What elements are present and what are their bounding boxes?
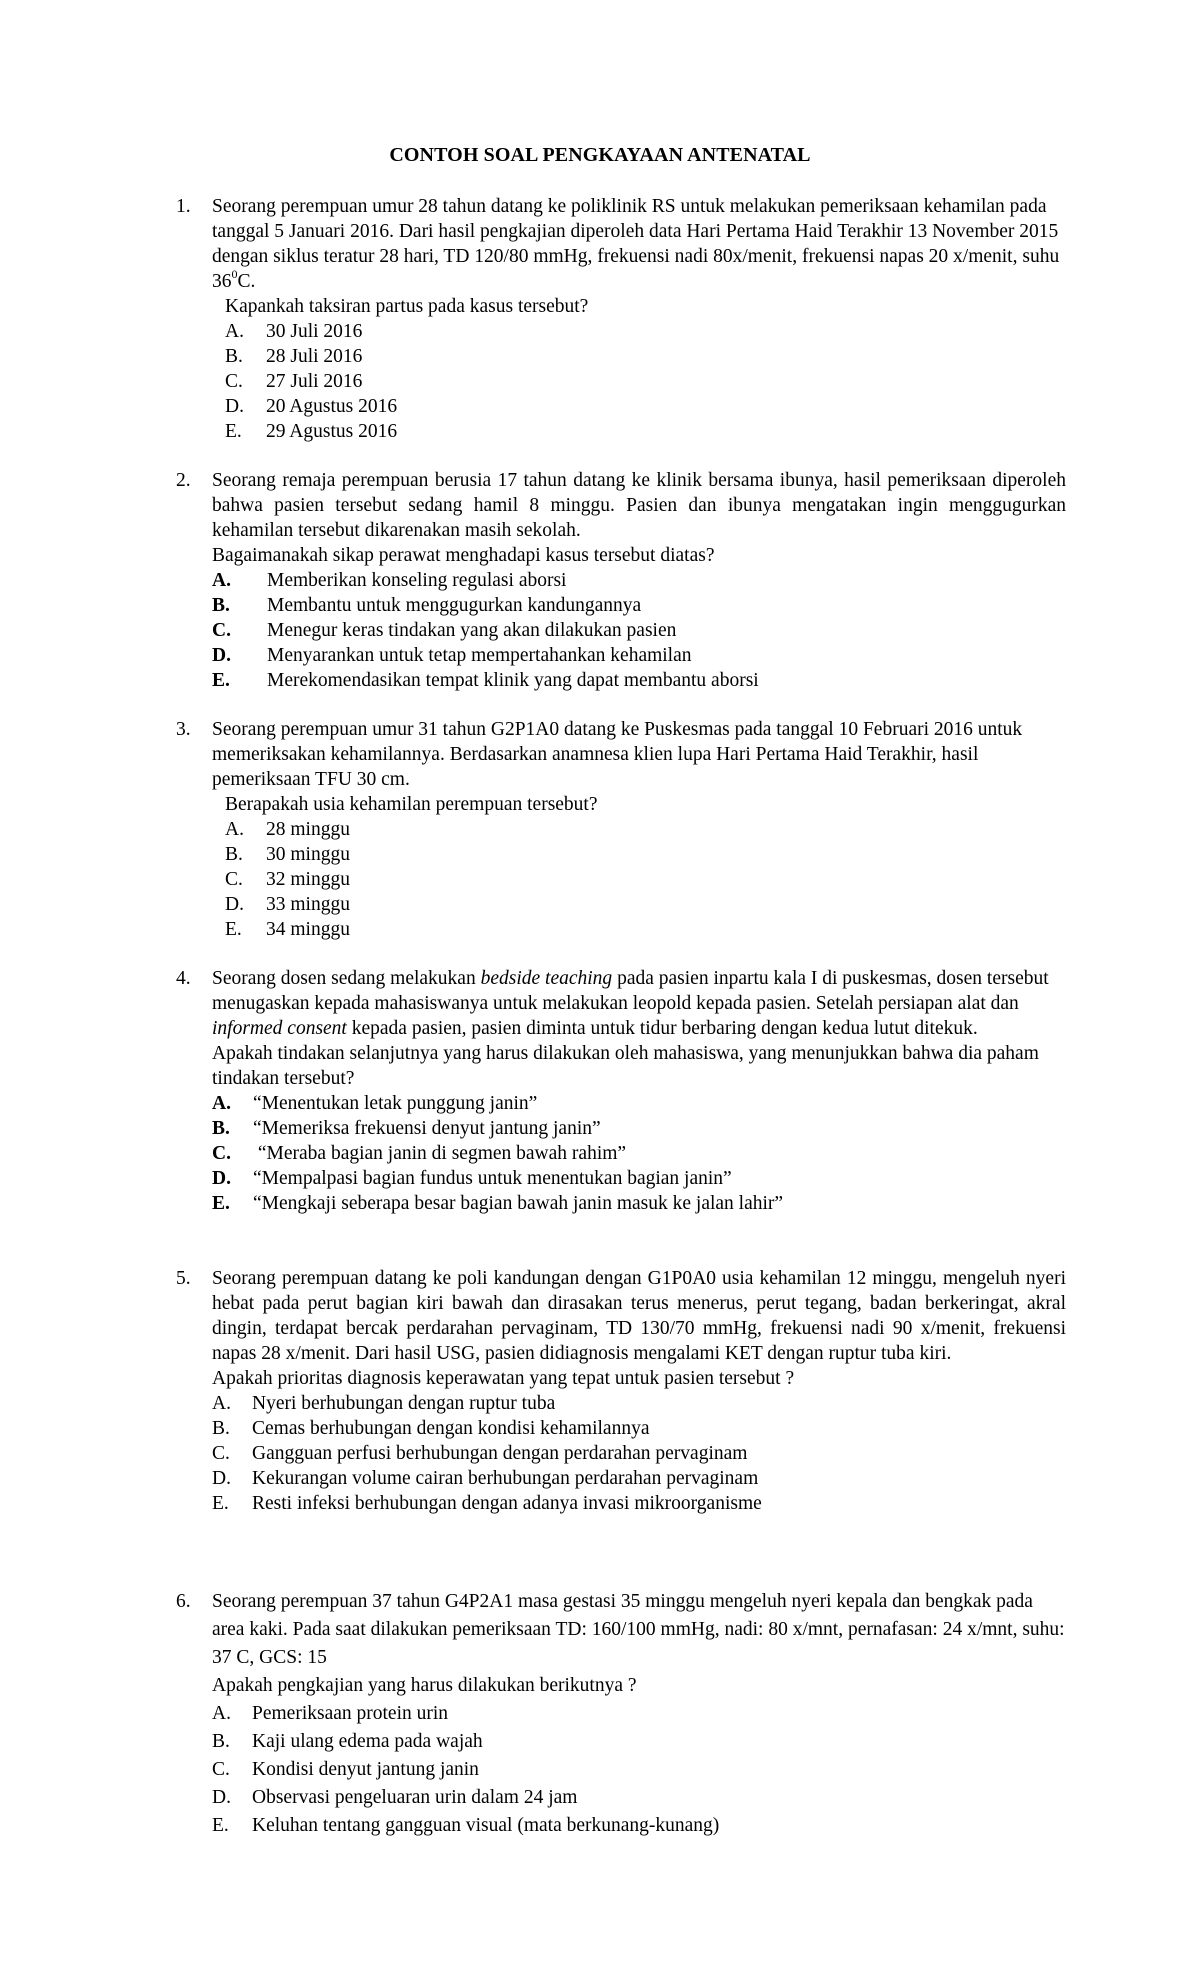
answer-option-b[interactable]: B. Membantu untuk menggugurkan kandungannya [212,595,642,616]
question-1 [176,194,1066,444]
question-2 [176,468,1066,693]
answer-option-d[interactable]: D. Kekurangan volume cairan berhubungan perdarahan pervaginam [212,1468,759,1489]
answer-option-b[interactable]: B. 28 Juli 2016 [225,346,363,367]
document-title: CONTOH SOAL PENGKAYAAN ANTENATAL [389,144,811,166]
answer-option-a[interactable]: A. “Menentukan letak punggung janin” [212,1093,538,1114]
answer-option-c[interactable]: C. 32 minggu [225,869,350,890]
answer-option-c[interactable]: C. Kondisi denyut jantung janin [212,1759,479,1780]
question-number: 3. [176,719,191,740]
question-prompt: Apakah prioritas diagnosis keperawatan yang tepat untuk pasien tersebut ? [212,1368,795,1389]
answer-option-a[interactable]: A. Pemeriksaan protein urin [212,1703,449,1724]
question-prompt: Kapankah taksiran partus pada kasus tersebut? [225,296,589,317]
answer-options [212,817,1066,942]
answer-option-b[interactable]: B. “Memeriksa frekuensi denyut jantung janin” [212,1118,601,1139]
question-stem: Seorang perempuan datang ke poli kandungan dengan G1P0A0 usia kehamilan 12 minggu, mengeluh nyeri hebat pada perut bagian kiri bawah dan dirasakan terus menerus, perut tegang, badan berkeringat, akral dingin, terdapat bercak perdarahan pervaginam, TD 130/70 mmHg, frekuensi nadi 90 x/menit, frekuensi napas 28 x/menit. Dari hasil USG, pasien didiagnosis mengalami KET dengan ruptur tuba kiri. [212,1268,1066,1364]
answer-option-a[interactable]: A. 28 minggu [225,819,350,840]
answer-option-e[interactable]: E. 34 minggu [225,919,350,940]
answer-option-a[interactable]: A. 30 Juli 2016 [225,321,363,342]
answer-option-c[interactable]: C. “Meraba bagian janin di segmen bawah rahim” [212,1143,627,1164]
answer-option-e[interactable]: E. Resti infeksi berhubungan dengan adanya invasi mikroorganisme [212,1493,762,1514]
answer-option-c[interactable]: C. Gangguan perfusi berhubungan dengan perdarahan pervaginam [212,1443,748,1464]
answer-option-d[interactable]: D. 20 Agustus 2016 [225,396,398,417]
answer-option-a[interactable]: A. Memberikan konseling regulasi aborsi [212,570,567,591]
question-prompt: Apakah pengkajian yang harus dilakukan berikutnya ? [212,1675,637,1696]
question-stem: Seorang remaja perempuan berusia 17 tahun datang ke klinik bersama ibunya, hasil pemeriksaan diperoleh bahwa pasien tersebut sedang hamil 8 minggu. Pasien dan ibunya mengatakan ingin menggugurkan kehamilan tersebut dikarenakan masih sekolah. [212,470,1066,541]
answer-option-a[interactable]: A. Nyeri berhubungan dengan ruptur tuba [212,1393,556,1414]
answer-options [212,1391,1066,1516]
question-number: 4. [176,968,191,989]
answer-option-c[interactable]: C. Menegur keras tindakan yang akan dilakukan pasien [212,620,677,641]
question-stem: Seorang perempuan umur 31 tahun G2P1A0 datang ke Puskesmas pada tanggal 10 Februari 2016 untuk memeriksakan kehamilannya. Berdasarkan anamnesa klien lupa Hari Pertama Haid Terakhir, hasil pemeriksaan TFU 30 cm. [212,719,1023,790]
answer-option-b[interactable]: B. Cemas berhubungan dengan kondisi kehamilannya [212,1418,650,1439]
answer-option-c[interactable]: C. 27 Juli 2016 [225,371,363,392]
answer-options [212,1700,1066,1840]
answer-option-d[interactable]: D. 33 minggu [225,894,350,915]
question-number: 5. [176,1268,191,1289]
answer-option-e[interactable]: E. Keluhan tentang gangguan visual (mata berkunang-kunang) [212,1815,720,1836]
question-stem: Seorang perempuan 37 tahun G4P2A1 masa gestasi 35 minggu mengeluh nyeri kepala dan bengkak pada area kaki. Pada saat dilakukan pemeriksaan TD: 160/100 mmHg, nadi: 80 x/mnt, pernafasan: 24 x/mnt, suhu: 37 C, GCS: 15 [212,1591,1065,1668]
answer-option-b[interactable]: B. 30 minggu [225,844,350,865]
question-3 [176,717,1066,942]
answer-option-d[interactable]: D. Observasi pengeluaran urin dalam 24 jam [212,1787,578,1808]
question-6 [176,1588,1066,1840]
answer-options [212,319,1066,444]
answer-options [212,568,1066,693]
answer-option-e[interactable]: E. “Mengkaji seberapa besar bagian bawah janin masuk ke jalan lahir” [212,1193,784,1214]
question-5 [176,1266,1066,1516]
question-number: 6. [176,1591,191,1612]
answer-option-e[interactable]: E. 29 Agustus 2016 [225,421,398,442]
question-number: 1. [176,196,191,217]
question-4 [176,966,1066,1216]
question-stem: Seorang dosen sedang melakukan bedside teaching pada pasien inpartu kala I di puskesmas, dosen tersebut menugaskan kepada mahasiswanya untuk melakukan leopold kepada pasien. Setelah persiapan alat dan informed consent kepada pasien, pasien diminta untuk tidur berbaring dengan kedua lutut ditekuk. [212,968,1049,1039]
question-prompt: Berapakah usia kehamilan perempuan tersebut? [225,794,598,815]
question-prompt: Bagaimanakah sikap perawat menghadapi kasus tersebut diatas? [212,545,715,566]
answer-option-e[interactable]: E. Merekomendasikan tempat klinik yang dapat membantu aborsi [212,670,759,691]
answer-option-d[interactable]: D. Menyarankan untuk tetap mempertahankan kehamilan [212,645,692,666]
question-number: 2. [176,470,191,491]
answer-option-d[interactable]: D. “Mempalpasi bagian fundus untuk menentukan bagian janin” [212,1168,732,1189]
answer-options [212,1091,1066,1216]
question-stem: Seorang perempuan umur 28 tahun datang ke poliklinik RS untuk melakukan pemeriksaan kehamilan pada tanggal 5 Januari 2016. Dari hasil pengkajian diperoleh data Hari Pertama Haid Terakhir 13 November 2015 dengan siklus teratur 28 hari, TD 120/80 mmHg, frekuensi nadi 80x/menit, frekuensi napas 20 x/menit, suhu $36^0C$. [212,196,1060,292]
question-prompt: Apakah tindakan selanjutnya yang harus dilakukan oleh mahasiswa, yang menunjukkan bahwa dia paham tindakan tersebut? [212,1043,1039,1089]
answer-option-b[interactable]: B. Kaji ulang edema pada wajah [212,1731,483,1752]
